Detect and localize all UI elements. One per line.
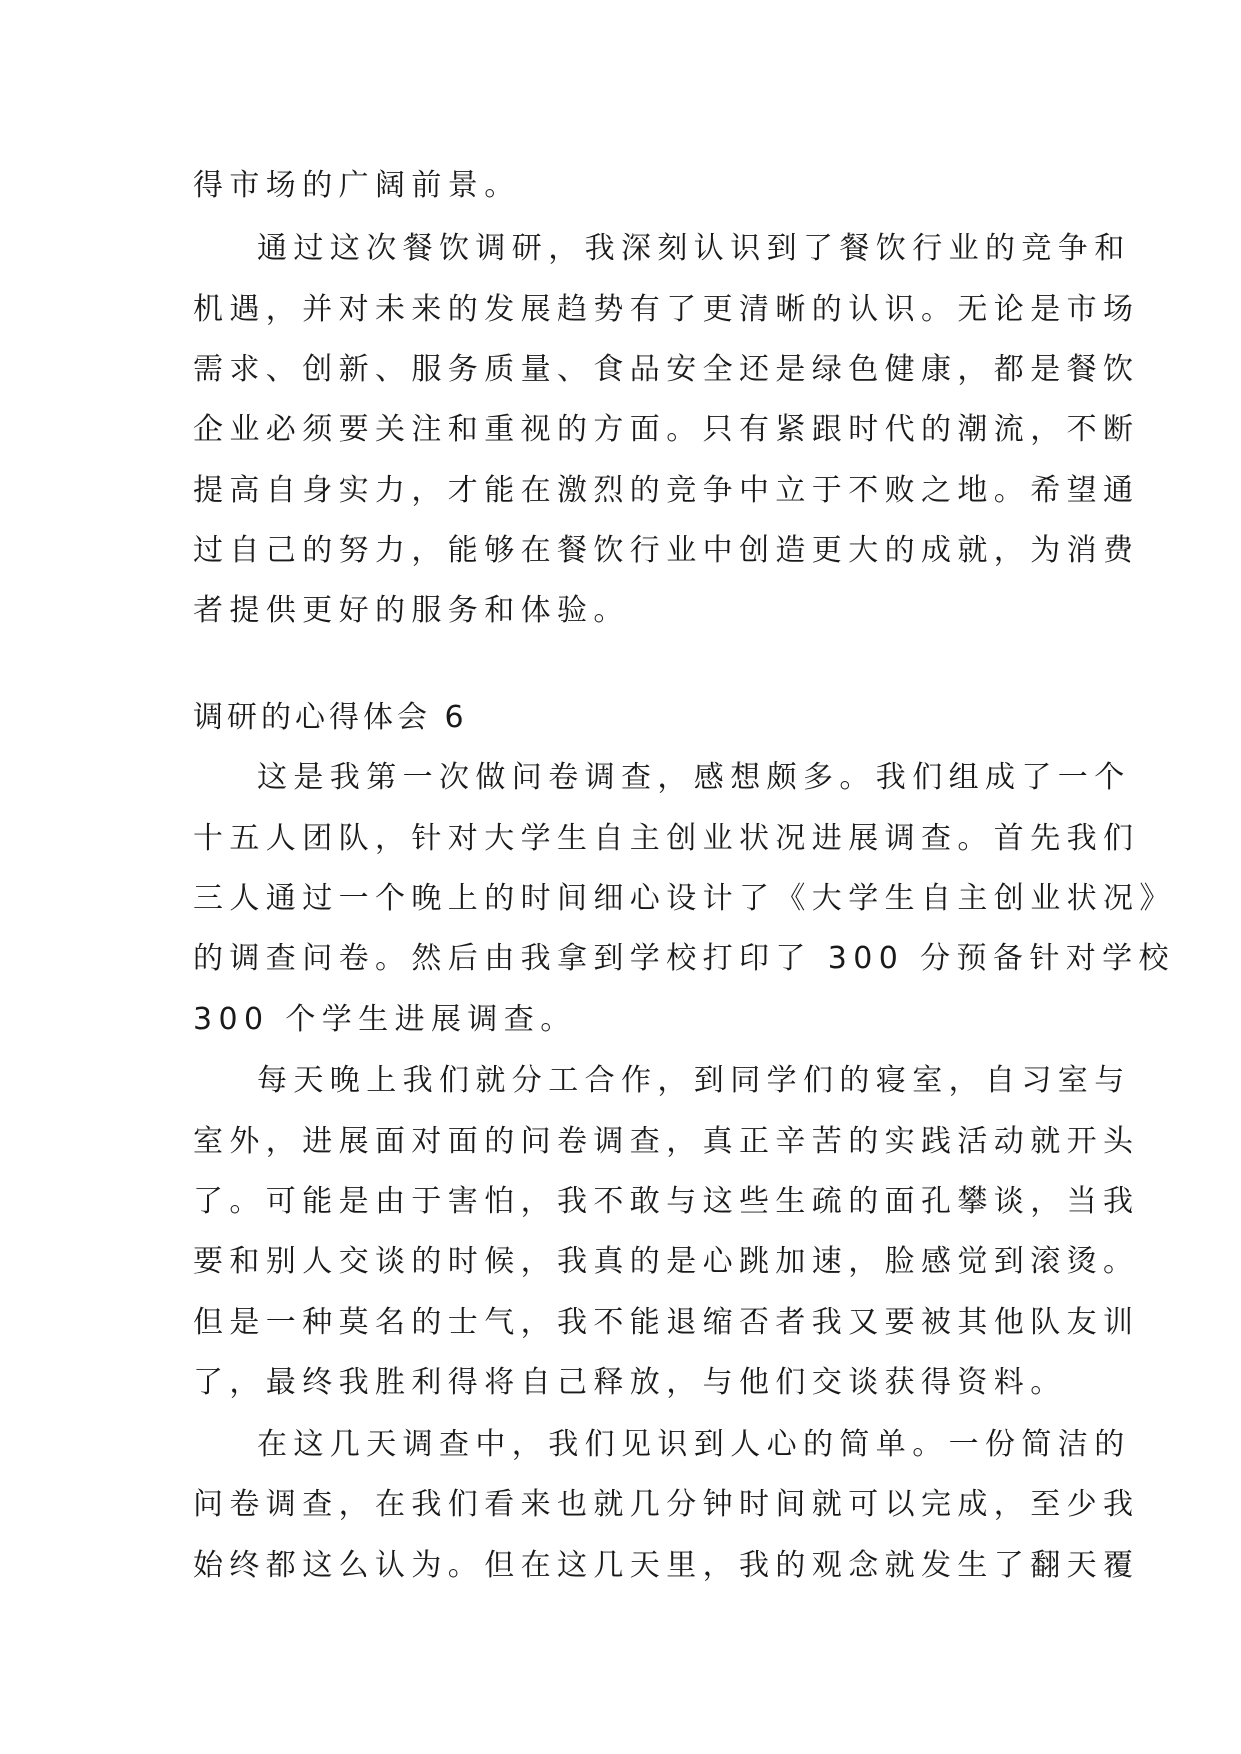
paragraph-line: 过自己的努力，能够在餐饮行业中创造更大的成就，为消费 (193, 533, 1140, 568)
paragraph-line: 每天晚上我们就分工合作，到同学们的寝室，自习室与 (257, 1063, 1131, 1098)
paragraph-line: 需求、创新、服务质量、食品安全还是绿色健康，都是餐饮 (193, 352, 1140, 387)
paragraph-line: 通过这次餐饮调研，我深刻认识到了餐饮行业的竞争和 (257, 231, 1131, 266)
section-heading: 调研的心得体会 6 (193, 700, 468, 735)
paragraph-line: 的调查问卷。然后由我拿到学校打印了 300 分预备针对学校 (193, 941, 1175, 976)
paragraph-line: 机遇，并对未来的发展趋势有了更清晰的认识。无论是市场 (193, 292, 1140, 327)
paragraph-line: 室外，进展面对面的问卷调查，真正辛苦的实践活动就开头 (193, 1124, 1140, 1159)
paragraph-line: 但是一种莫名的士气，我不能退缩否者我又要被其他队友训 (193, 1305, 1140, 1340)
paragraph-line: 了，最终我胜利得将自己释放，与他们交谈获得资料。 (193, 1365, 1067, 1400)
paragraph-line: 提高自身实力，才能在激烈的竞争中立于不败之地。希望通 (193, 473, 1140, 508)
paragraph-line: 十五人团队，针对大学生自主创业状况进展调查。首先我们 (193, 821, 1140, 856)
paragraph-line: 这是我第一次做问卷调查，感想颇多。我们组成了一个 (257, 760, 1131, 795)
paragraph-line: 问卷调查，在我们看来也就几分钟时间就可以完成，至少我 (193, 1487, 1140, 1522)
paragraph-line: 了。可能是由于害怕，我不敢与这些生疏的面孔攀谈，当我 (193, 1184, 1140, 1219)
paragraph-line: 300 个学生进展调查。 (193, 1002, 577, 1037)
paragraph-line: 企业必须要关注和重视的方面。只有紧跟时代的潮流，不断 (193, 412, 1140, 447)
paragraph-line: 得市场的广阔前景。 (193, 168, 521, 203)
paragraph-line: 始终都这么认为。但在这几天里，我的观念就发生了翻天覆 (193, 1548, 1140, 1583)
paragraph-line: 者提供更好的服务和体验。 (193, 593, 630, 628)
paragraph-line: 要和别人交谈的时候，我真的是心跳加速，脸感觉到滚烫。 (193, 1244, 1140, 1279)
paragraph-line: 三人通过一个晚上的时间细心设计了《大学生自主创业状况》 (193, 881, 1176, 916)
paragraph-line: 在这几天调查中，我们见识到人心的简单。一份简洁的 (257, 1427, 1131, 1462)
